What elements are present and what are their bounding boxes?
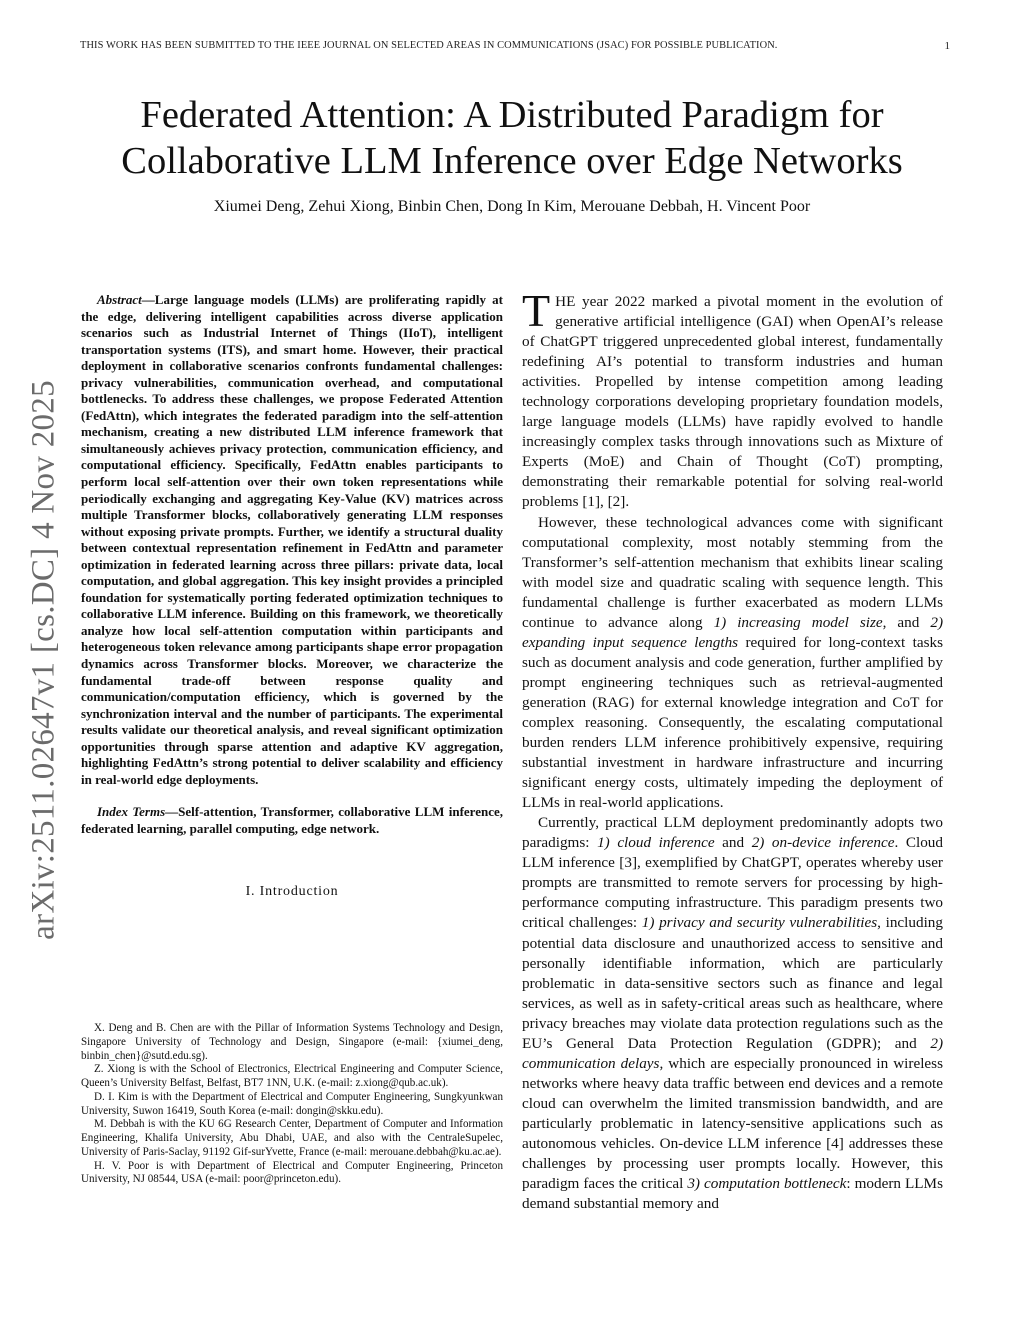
- index-terms: [81, 804, 503, 837]
- text-run: : modern LLMs demand substantial memory and: [522, 1175, 943, 1213]
- footnote: D. I. Kim is with the Department of Electrical and Computer Engineering, Sungkyunkwan University, Suwon 16419, South Korea (e-mail: dongin@skku.edu).: [81, 1090, 503, 1117]
- page-number: 1: [944, 40, 950, 52]
- text-run: However, these technological advances come with significant computational complexity, most notably stemming from the Transformer’s self-attention mechanism that exhibits linear scaling with model size and quadratic scaling with sequence length. This fundamental challenge is further exacerbated as modern LLMs continue to advance along: [522, 513, 943, 631]
- text-run: required for long-context tasks such as document analysis and code generation, further amplified by prompt engineering techniques such as retrieval-augmented generation (RAG) for external knowledge integration and CoT for complex reasoning. Consequently, the escalating computational burden renders LLM inference prohibitively expensive, requiring substantial investment in hardware infrastructure and incurring significant energy costs, ultimately impeding the deployment of LLMs in real-world applications.: [522, 633, 943, 812]
- emphasis: 2) on-device inference: [751, 834, 895, 852]
- author-list: Xiumei Deng, Zehui Xiong, Binbin Chen, Dong In Kim, Merouane Debbah, H. Vincent Poor: [213, 198, 811, 215]
- emphasis: 2) communication delays: [522, 1034, 943, 1072]
- emphasis: 1) privacy and security vulnerabilities: [641, 914, 878, 932]
- section-heading-introduction: I. Introduction: [245, 884, 339, 900]
- intro-paragraph-3: [522, 813, 943, 1214]
- text-run: , including potential data disclosure and unauthorized access to sensitive and personally identifiable information, which are particularly problematic in data-sensitive sectors such as finance and legal services, as well as in safety-critical areas such as healthcare, where privacy breaches may violate data protection regulations such as the EU’s General Data Protection Regulation (GDPR); and: [522, 914, 943, 1052]
- footnote: M. Debbah is with the KU 6G Research Center, Department of Computer and Information Engineering, Khalifa University, Abu Dhabi, UAE, and also with the CentraleSupelec, University of Paris-Saclay, 91192 Gif-surYvette, France (e-mail: merouane.debbah@ku.ac.ae).: [81, 1118, 503, 1158]
- abstract: [81, 292, 503, 788]
- paper-title: [60, 92, 964, 184]
- intro-paragraph-1-text: HE year 2022 marked a pivotal moment in the evolution of generative artificial intelligence (GAI) when OpenAI’s release of ChatGPT triggered unprecedented global interest, fundamentally redefining AI’s potential to transform industries and human activities. Propelled by intense competition among leading technology corporations developing proprietary foundation models, large language models (LLMs) have rapidly evolved to handle increasingly complex tasks through innovations such as Mixture of Experts (MoE) and Chain of Thought (CoT) prompting, demonstrating their remarkable potential for solving real-world problems [1], [2].: [522, 293, 943, 511]
- text-run: and: [714, 834, 752, 852]
- emphasis: 1) increasing model size: [713, 613, 883, 631]
- text-run: . Cloud LLM inference [3], exemplified by ChatGPT, operates whereby user prompts are transmitted to remote servers for processing by high-performance computing infrastructure. This paradigm presents two critical challenges:: [522, 834, 943, 932]
- footnote: Z. Xiong is with the School of Electronics, Electrical Engineering and Computer Science, Queen’s University Belfast, Belfast, BT7 1NN, U.K. (e-mail: z.xiong@qub.ac.uk).: [81, 1063, 503, 1089]
- drop-cap: T: [522, 285, 551, 336]
- left-column: [81, 292, 503, 900]
- author-footnotes: [81, 1022, 503, 1187]
- index-terms-label: Index Terms: [97, 804, 166, 820]
- intro-paragraph-2: [522, 513, 943, 814]
- emphasis: 1) cloud inference: [597, 834, 715, 852]
- index-terms-text: —Self-attention, Transformer, collaborative LLM inference, federated learning, parallel computing, edge network.: [81, 804, 503, 836]
- text-run: , and: [882, 613, 931, 631]
- intro-paragraph-1: [522, 285, 943, 513]
- abstract-text: —Large language models (LLMs) are proliferating rapidly at the edge, delivering intelligent capabilities across diverse application scenarios such as Industrial Internet of Things (IIoT), intelligent transportation systems (ITS), and smart home. However, their practical deployment in collaborative scenarios confronts fundamental challenges: privacy vulnerabilities, communication overhead, and computational bottlenecks. To address these challenges, we propose Federated Attention (FedAttn), which integrates the federated paradigm into the self-attention mechanism, creating a new distributed LLM inference framework that simultaneously achieves privacy protection, communication efficiency, and computational efficiency. Specifically, FedAttn enables participants to perform local self-attention over their own token representations while periodically exchanging and aggregating Key-Value (KV) matrices across multiple Transformer blocks, collaboratively generating LLM responses without exposing private prompts. Further, we identify a structural duality between contextual representation refinement in FedAttn and parameter optimization in federated learning across three pillars: private data, local computation, and global aggregation. This key insight provides a principled foundation for systematically porting federated optimization techniques to collaborative LLM inference. Building on this framework, we theoretically analyze how local self-attention computation within participants and heterogeneous token relevance among participants shape error propagation dynamics across Transformer blocks. Moreover, we characterize the fundamental trade-off between response quality and communication/computation efficiency, which is governed by the synchronization interval and the number of participants. The experimental results validate our theoretical analysis, and reveal significant optimization opportunities through sparse attention and adaptive KV aggregation, highlighting FedAttn’s strong potential to deliver scalability and efficiency in real-world edge deployments.: [81, 292, 503, 787]
- title-line-2: Collaborative LLM Inference over Edge Networks: [121, 140, 903, 182]
- right-column: [522, 285, 943, 1214]
- running-head: THIS WORK HAS BEEN SUBMITTED TO THE IEEE JOURNAL ON SELECTED AREAS IN COMMUNICATIONS (JSAC) FOR POSSIBLE PUBLICATION.: [80, 40, 778, 51]
- text-run: Currently, practical LLM deployment predominantly adopts two paradigms:: [522, 814, 943, 852]
- abstract-label: Abstract: [97, 292, 142, 307]
- emphasis: 3) computation bottleneck: [687, 1175, 847, 1193]
- text-run: , which are especially pronounced in wireless networks where heavy data traffic between end devices and a remote cloud can overwhelm the limited transmission bandwidth, and are particularly problematic in latency-sensitive applications such as autonomous vehicles. On-device LLM inference [4] addresses these challenges by processing user prompts locally. However, this paradigm faces the critical: [522, 1054, 943, 1193]
- emphasis: 2) expanding input sequence lengths: [522, 613, 943, 651]
- title-line-1: Federated Attention: A Distributed Paradigm for: [140, 94, 884, 136]
- footnote: X. Deng and B. Chen are with the Pillar of Information Systems Technology and Design, Singapore University of Technology and Design, Singapore (e-mail: {xiumei_deng, binbin_chen}@sutd.edu.sg).: [81, 1022, 503, 1062]
- arxiv-watermark: arXiv:2511.02647v1 [cs.DC] 4 Nov 2025: [25, 380, 62, 940]
- footnote: H. V. Poor is with Department of Electrical and Computer Engineering, Princeton University, NJ 08544, USA (e-mail: poor@princeton.edu).: [81, 1159, 503, 1186]
